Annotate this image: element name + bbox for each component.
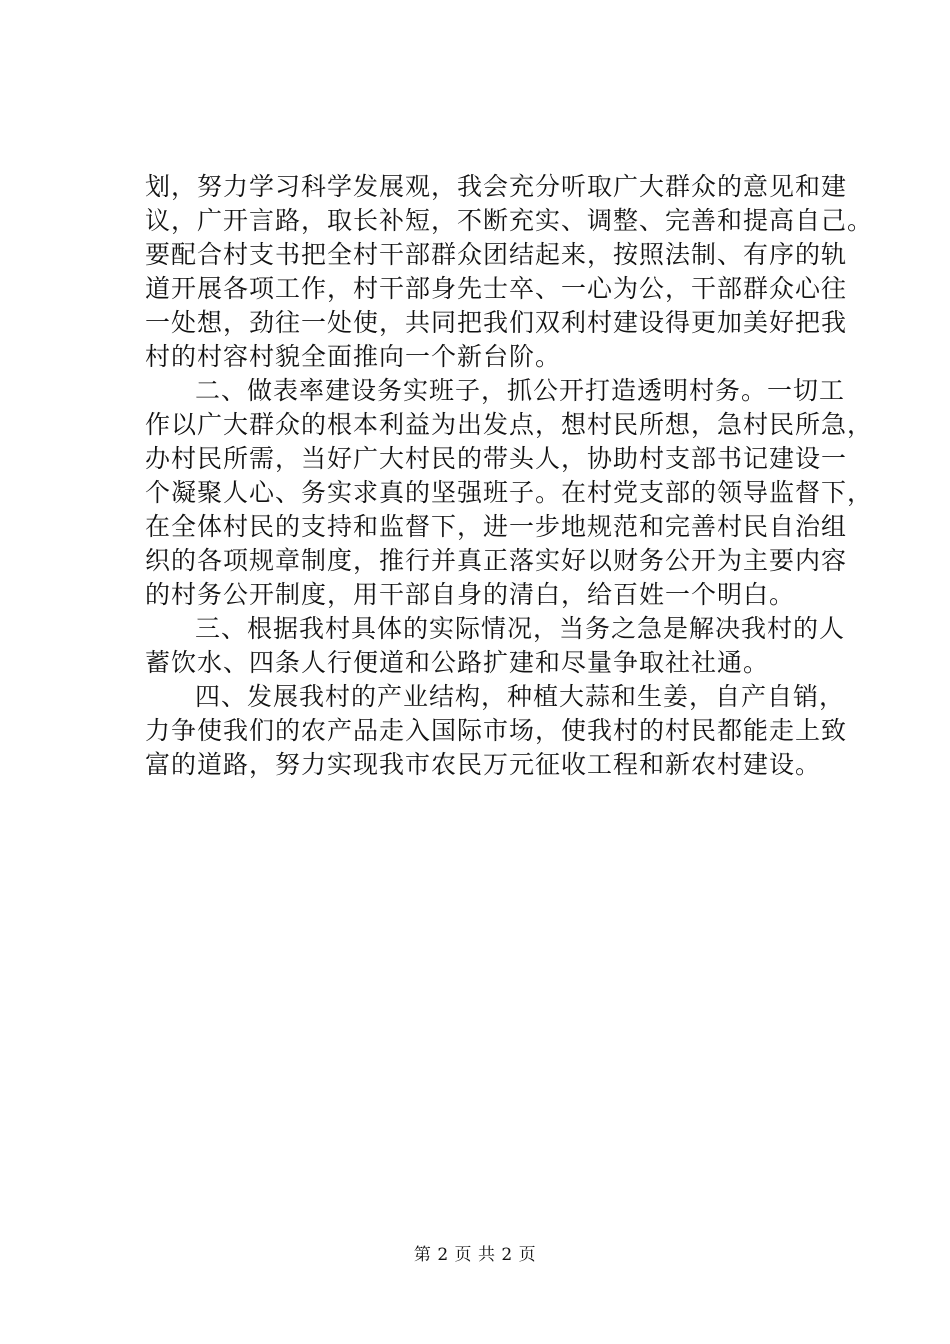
text-line: 织的各项规章制度，推行并真正落实好以财务公开为主要内容 xyxy=(145,546,848,575)
text-line: 力争使我们的农产品走入国际市场，使我村的村民都能走上致 xyxy=(145,716,848,745)
text-line: 道开展各项工作，村干部身先士卒、一心为公，干部群众心往 xyxy=(145,274,848,303)
document-body xyxy=(145,170,874,782)
text-line: 在全体村民的支持和监督下，进一步地规范和完善村民自治组 xyxy=(145,512,848,541)
text-line: 作以广大群众的根本利益为出发点，想村民所想，急村民所急， xyxy=(145,410,874,439)
page-number-footer: 第 2 页 共 2 页 xyxy=(413,1245,537,1265)
paragraph-3-first-line: 三、根据我村具体的实际情况，当务之急是解决我村的人 xyxy=(195,614,846,643)
text-line: 个凝聚人心、务实求真的坚强班子。在村党支部的领导监督下， xyxy=(145,478,874,507)
text-line: 村的村容村貌全面推向一个新台阶。 xyxy=(145,342,562,371)
text-line: 的村务公开制度，用干部自身的清白，给百姓一个明白。 xyxy=(145,580,796,609)
text-line: 议，广开言路，取长补短，不断充实、调整、完善和提高自己。 xyxy=(145,206,874,235)
text-line: 蓄饮水、四条人行便道和公路扩建和尽量争取社社通。 xyxy=(145,648,770,677)
text-line: 一处想，劲往一处使，共同把我们双利村建设得更加美好把我 xyxy=(145,308,848,337)
text-line: 要配合村支书把全村干部群众团结起来，按照法制、有序的轨 xyxy=(145,240,848,269)
paragraph-2-first-line: 二、做表率建设务实班子，抓公开打造透明村务。一切工 xyxy=(195,376,846,405)
text-line: 办村民所需，当好广大村民的带头人，协助村支部书记建设一 xyxy=(145,444,848,473)
text-line: 划，努力学习科学发展观，我会充分听取广大群众的意见和建 xyxy=(145,172,848,201)
text-line: 富的道路，努力实现我市农民万元征收工程和新农村建设。 xyxy=(145,750,822,779)
paragraph-4-first-line: 四、发展我村的产业结构，种植大蒜和生姜，自产自销， xyxy=(195,682,846,711)
